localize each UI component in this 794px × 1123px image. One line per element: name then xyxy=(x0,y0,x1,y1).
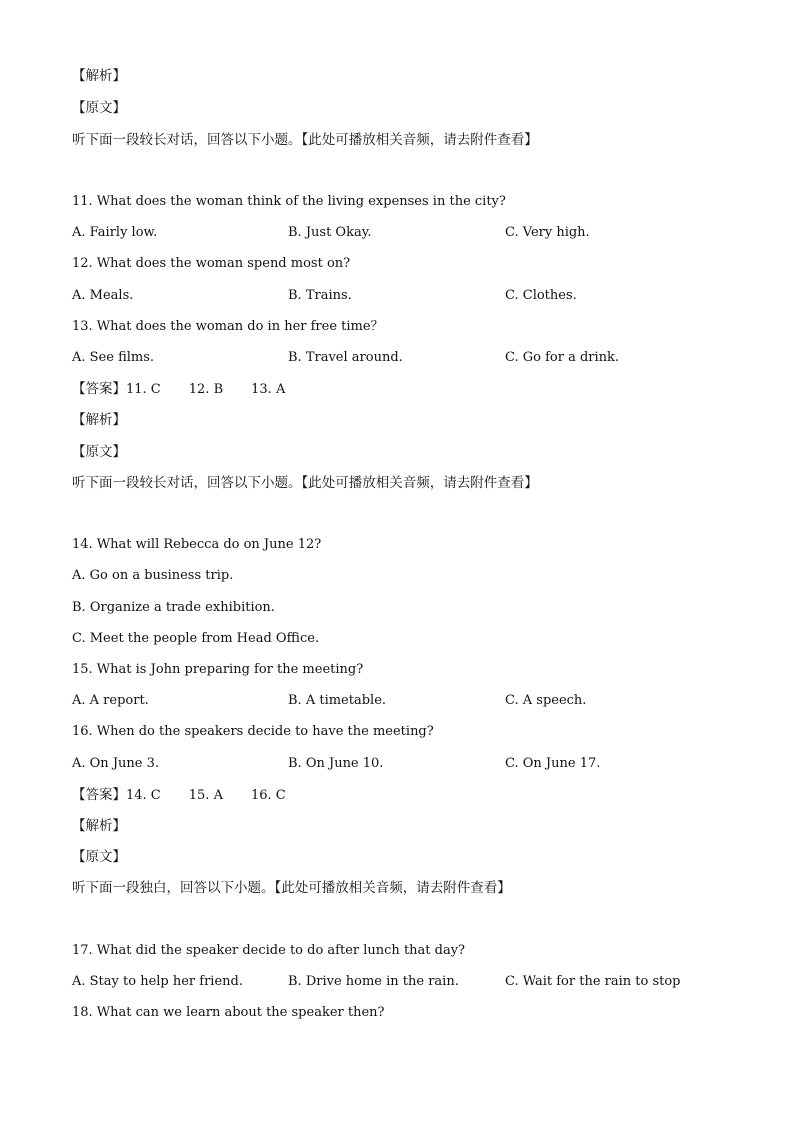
q15-option-b: B. A timetable. xyxy=(288,693,387,708)
q13-option-a: A. See films. xyxy=(72,350,155,365)
q16-option-a: A. On June 3. xyxy=(72,756,160,771)
q11-option-c: C. Very high. xyxy=(505,225,590,240)
analysis-label: 【解析】 xyxy=(72,412,126,428)
question-15: 15. What is John preparing for the meeting? xyxy=(72,662,364,677)
listening-instruction: 听下面一段较长对话，回答以下小题。【此处可播放相关音频，请去附件查看】 xyxy=(72,475,538,491)
answer-14: 14. C xyxy=(126,788,161,803)
answer-15: 15. A xyxy=(188,788,223,803)
answer-line-2 xyxy=(72,787,314,804)
q12-option-a: A. Meals. xyxy=(72,288,134,303)
q12-option-b: B. Trains. xyxy=(288,288,352,303)
q15-option-a: A. A report. xyxy=(72,693,149,708)
q14-option-b: B. Organize a trade exhibition. xyxy=(72,600,275,615)
q15-option-c: C. A speech. xyxy=(505,693,587,708)
question-12: 12. What does the woman spend most on? xyxy=(72,256,351,271)
question-13: 13. What does the woman do in her free time？ xyxy=(72,319,384,334)
answer-label: 【答案】 xyxy=(72,787,126,803)
analysis-label: 【解析】 xyxy=(72,818,126,834)
answer-11: 11. C xyxy=(126,382,161,397)
answer-label: 【答案】 xyxy=(72,381,126,397)
question-11: 11. What does the woman think of the living expenses in the city? xyxy=(72,194,506,209)
q17-option-a: A. Stay to help her friend. xyxy=(72,974,243,989)
question-14: 14. What will Rebecca do on June 12? xyxy=(72,537,322,552)
answer-13: 13. A xyxy=(251,382,286,397)
q13-option-b: B. Travel around. xyxy=(288,350,403,365)
question-18: 18. What can we learn about the speaker then? xyxy=(72,1005,385,1020)
question-16: 16. When do the speakers decide to have the meeting? xyxy=(72,724,434,739)
listening-instruction: 听下面一段独白，回答以下小题。【此处可播放相关音频，请去附件查看】 xyxy=(72,880,511,896)
q11-option-b: B. Just Okay. xyxy=(288,225,372,240)
original-text-label: 【原文】 xyxy=(72,849,126,865)
q12-option-c: C. Clothes. xyxy=(505,288,577,303)
answer-16: 16. C xyxy=(250,788,286,803)
listening-instruction: 听下面一段较长对话，回答以下小题。【此处可播放相关音频，请去附件查看】 xyxy=(72,132,538,148)
answer-line-1 xyxy=(72,381,313,398)
question-17: 17. What did the speaker decide to do after lunch that day? xyxy=(72,943,466,958)
analysis-label: 【解析】 xyxy=(72,68,126,84)
answer-12: 12. B xyxy=(188,382,224,397)
q14-option-a: A. Go on a business trip. xyxy=(72,568,234,583)
q11-option-a: A. Fairly low. xyxy=(72,225,158,240)
q17-option-c: C. Wait for the rain to stop xyxy=(505,974,681,989)
original-text-label: 【原文】 xyxy=(72,100,126,116)
q16-option-b: B. On June 10. xyxy=(288,756,384,771)
q14-option-c: C. Meet the people from Head Office. xyxy=(72,631,320,646)
q16-option-c: C. On June 17. xyxy=(505,756,601,771)
original-text-label: 【原文】 xyxy=(72,444,126,460)
q17-option-b: B. Drive home in the rain. xyxy=(288,974,459,989)
q13-option-c: C. Go for a drink. xyxy=(505,350,620,365)
